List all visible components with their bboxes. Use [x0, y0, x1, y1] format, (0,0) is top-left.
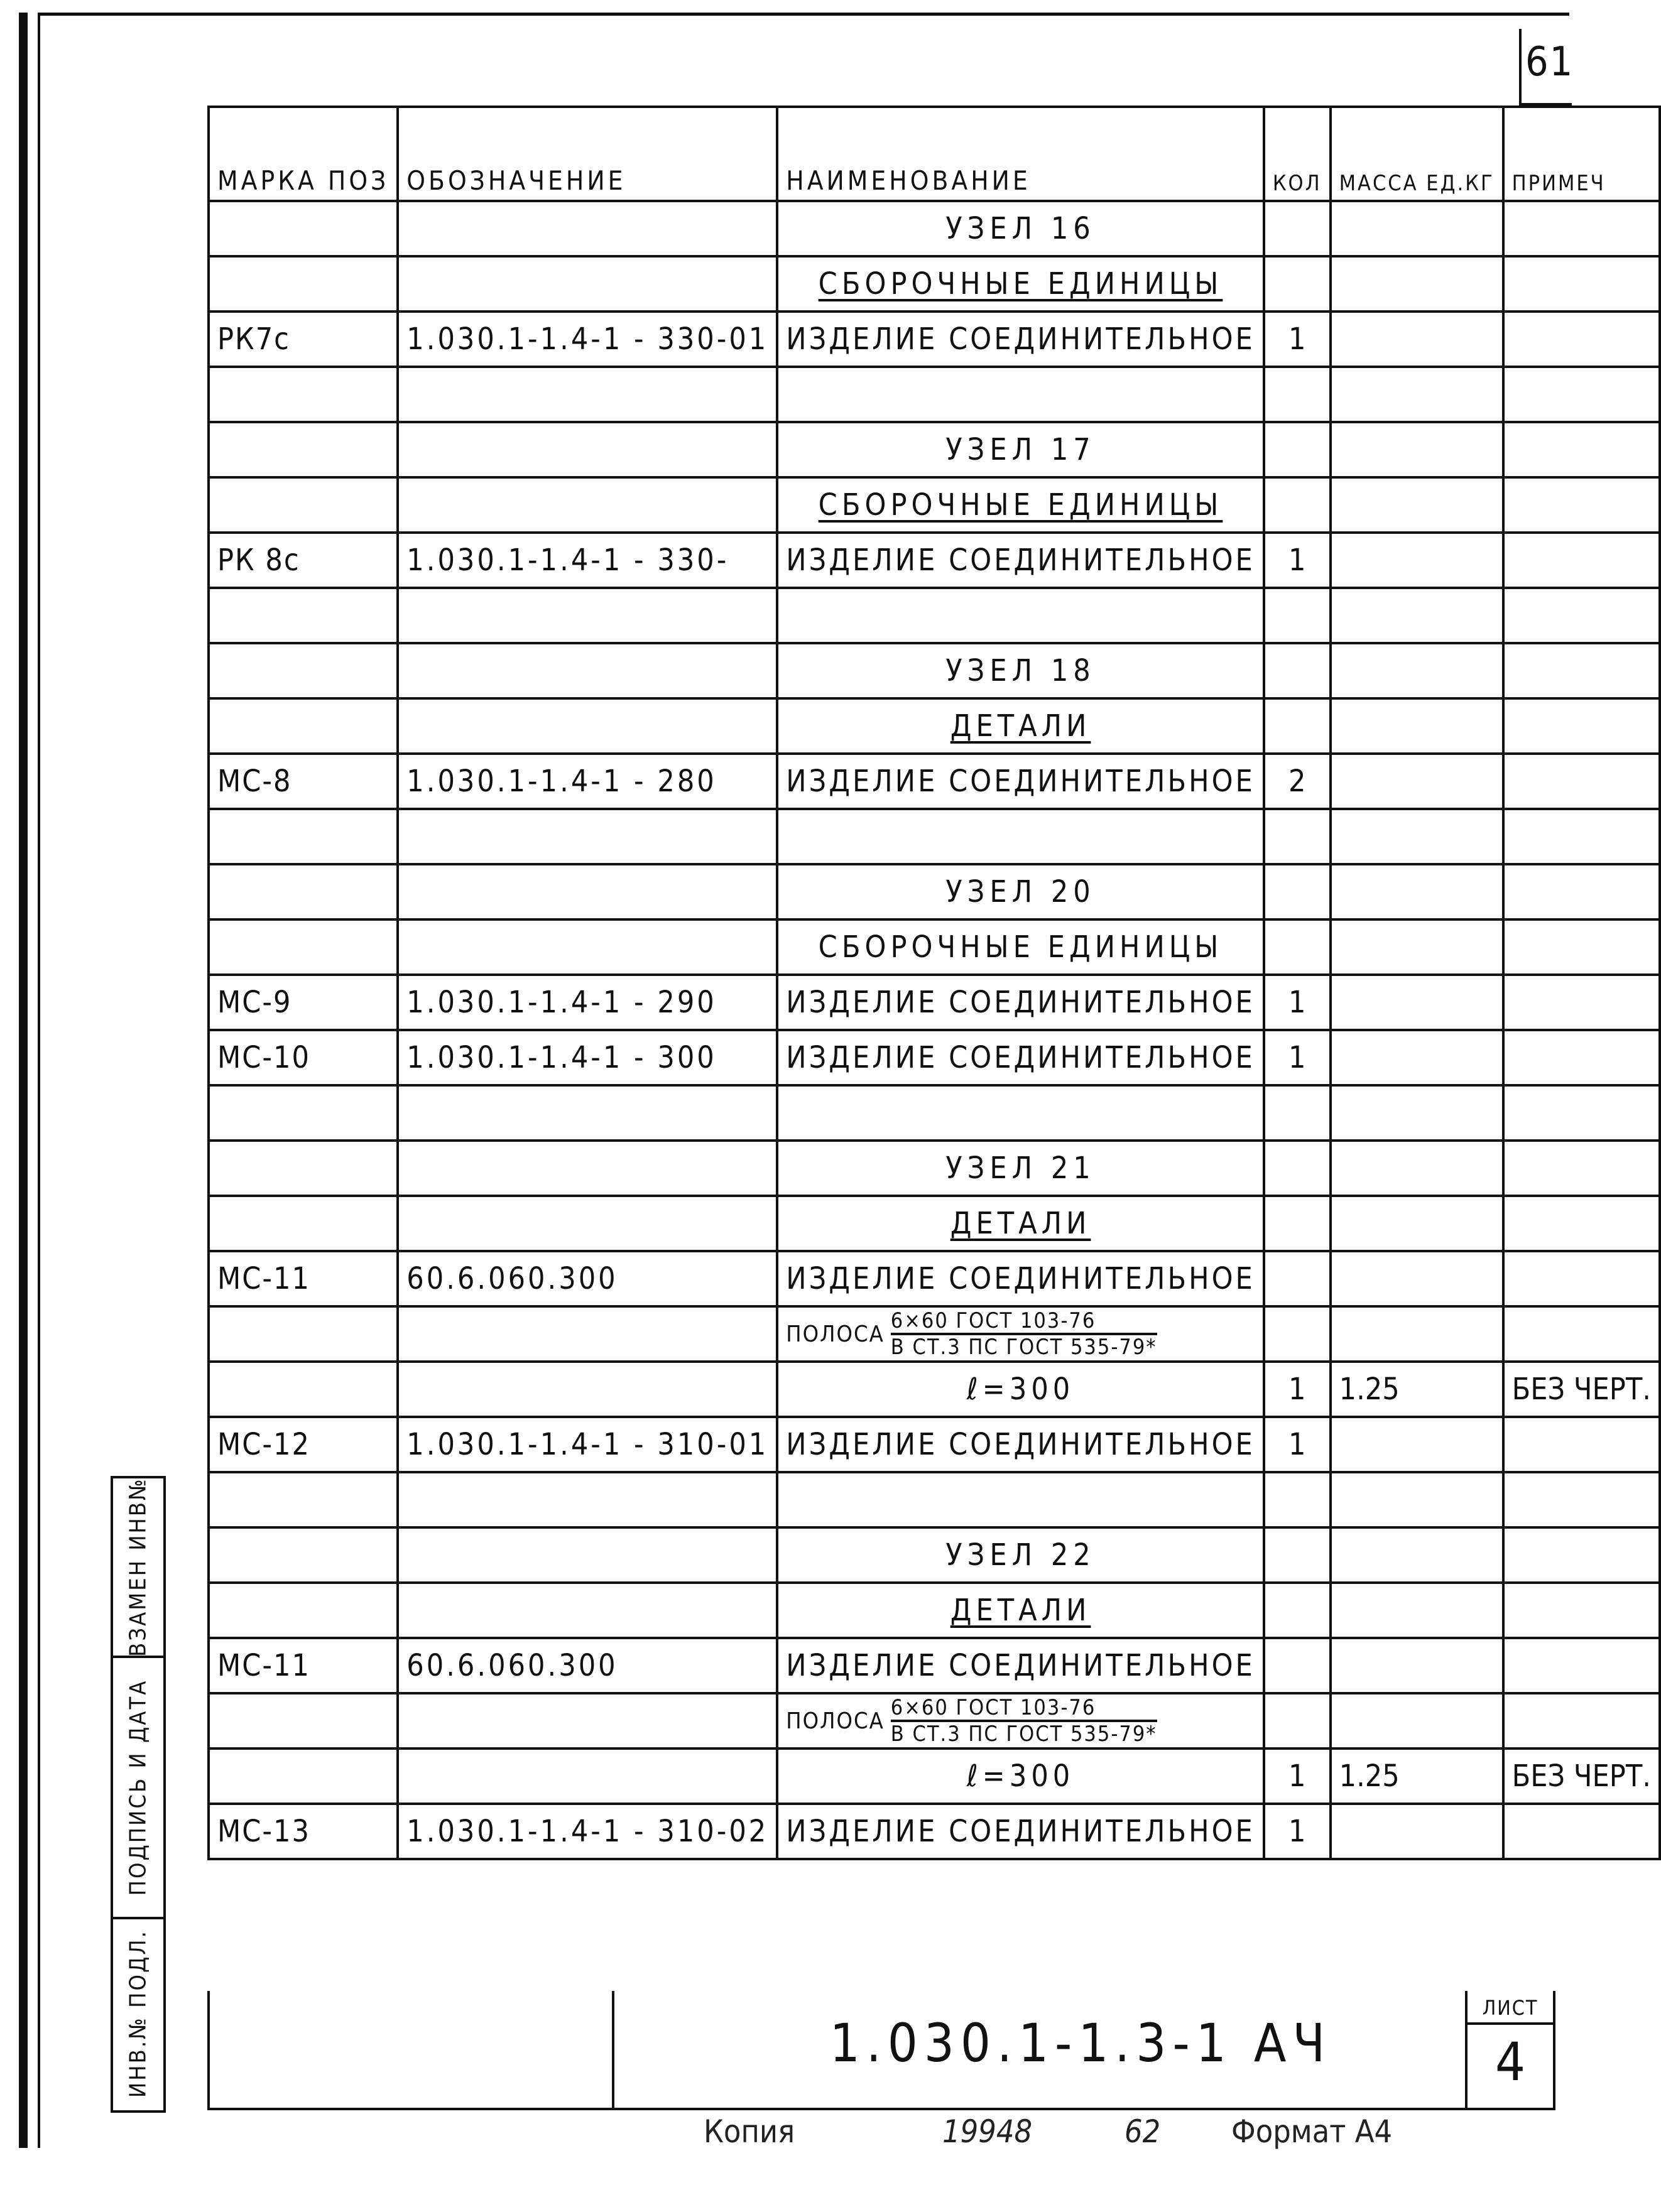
note-cell [1503, 809, 1660, 864]
table-row [209, 533, 1660, 588]
qty-cell: 1 [1264, 1362, 1331, 1417]
qty-cell [1264, 1638, 1331, 1693]
mark-cell [209, 201, 398, 256]
table-row [209, 754, 1660, 809]
material-grade: В СТ.3 ПС ГОСТ 535-79* [890, 1721, 1157, 1747]
name-cell: ИЗДЕЛИЕ СОЕДИНИТЕЛЬНОЕ [777, 1030, 1264, 1085]
page-border-left [19, 13, 28, 2148]
note-cell [1503, 643, 1660, 698]
name-cell [777, 1693, 1264, 1748]
section-subheading-cell [777, 919, 1264, 975]
mass-cell [1331, 754, 1503, 809]
designation-cell [398, 1306, 777, 1362]
mass-cell: 1.25 [1331, 1748, 1503, 1804]
mass-cell [1331, 864, 1503, 919]
name-cell: ИЗДЕЛИЕ СОЕДИНИТЕЛЬНОЕ [777, 312, 1264, 367]
name-cell: ИЗДЕЛИЕ СОЕДИНИТЕЛЬНОЕ [777, 1417, 1264, 1472]
strip-material [786, 1310, 1157, 1358]
table-row [209, 1638, 1660, 1693]
mass-cell [1331, 477, 1503, 533]
mark-cell: МС-8 [209, 754, 398, 809]
strip-prefix: ПОЛОСА [786, 1321, 885, 1347]
mark-cell: МС-11 [209, 1638, 398, 1693]
qty-cell [1264, 1085, 1331, 1141]
designation-cell: 1.030.1-1.4-1 - 310-01 [398, 1417, 777, 1472]
header-name: НАИМЕНОВАНИЕ [777, 107, 1264, 201]
qty-cell [1264, 1583, 1331, 1638]
specification-table [207, 106, 1661, 1860]
designation-cell: 1.030.1-1.4-1 - 310-02 [398, 1804, 777, 1859]
note-cell [1503, 698, 1660, 754]
note-cell [1503, 1251, 1660, 1306]
qty-cell [1264, 477, 1331, 533]
header-note: ПРИМЕЧ [1503, 107, 1660, 201]
section-heading: УЗЕЛ 21 [945, 1151, 1096, 1186]
note-cell [1503, 1638, 1660, 1693]
section-heading-cell [777, 1527, 1264, 1583]
mark-cell [209, 1196, 398, 1251]
stamp-cell-signature-date [113, 1658, 163, 1919]
name-cell: ИЗДЕЛИЕ СОЕДИНИТЕЛЬНОЕ [777, 1804, 1264, 1859]
note-cell [1503, 864, 1660, 919]
designation-cell [398, 919, 777, 975]
qty-cell: 1 [1264, 1748, 1331, 1804]
designation-cell [398, 1748, 777, 1804]
mark-cell [209, 1583, 398, 1638]
qty-cell [1264, 201, 1331, 256]
table-row [209, 256, 1660, 312]
sheet-box [1465, 1991, 1553, 2108]
mass-cell [1331, 1583, 1503, 1638]
qty-cell [1264, 1141, 1331, 1196]
note-cell [1503, 422, 1660, 477]
note-cell [1503, 919, 1660, 975]
table-row [209, 1141, 1660, 1196]
designation-cell [398, 588, 777, 643]
note-cell: БЕЗ ЧЕРТ. [1503, 1748, 1660, 1804]
mass-cell [1331, 643, 1503, 698]
section-subheading-cell [777, 477, 1264, 533]
document-code: 1.030.1-1.3-1 АЧ [829, 2012, 1332, 2074]
note-cell [1503, 256, 1660, 312]
table-row [209, 1472, 1660, 1527]
qty-cell [1264, 1251, 1331, 1306]
name-cell [777, 367, 1264, 422]
mark-cell [209, 1085, 398, 1141]
qty-cell [1264, 1196, 1331, 1251]
mark-cell [209, 588, 398, 643]
mass-cell [1331, 1306, 1503, 1362]
designation-cell [398, 1583, 777, 1638]
sheet-label: ЛИСТ [1468, 1996, 1553, 2025]
designation-cell: 1.030.1-1.4-1 - 300 [398, 1030, 777, 1085]
header-designation: ОБОЗНАЧЕНИЕ [398, 107, 777, 201]
designation-cell [398, 1527, 777, 1583]
mass-cell [1331, 1417, 1503, 1472]
section-heading: УЗЕЛ 20 [945, 874, 1096, 909]
side-stamp [111, 1476, 166, 2113]
mass-cell [1331, 588, 1503, 643]
mass-cell [1331, 1196, 1503, 1251]
designation-cell [398, 1196, 777, 1251]
table-row [209, 1417, 1660, 1472]
mark-cell [209, 643, 398, 698]
name-cell: ИЗДЕЛИЕ СОЕДИНИТЕЛЬНОЕ [777, 754, 1264, 809]
title-block [207, 1991, 1555, 2110]
note-cell [1503, 1196, 1660, 1251]
name-cell: ИЗДЕЛИЕ СОЕДИНИТЕЛЬНОЕ [777, 1251, 1264, 1306]
note-cell [1503, 1306, 1660, 1362]
name-cell: ℓ=300 [777, 1748, 1264, 1804]
note-cell [1503, 1472, 1660, 1527]
material-fraction [891, 1697, 1157, 1745]
table-row [209, 643, 1660, 698]
designation-cell [398, 1141, 777, 1196]
qty-cell [1264, 1472, 1331, 1527]
note-cell [1503, 1030, 1660, 1085]
mass-cell [1331, 422, 1503, 477]
strip-material [786, 1697, 1157, 1745]
stamp-cell-inv-original [113, 1919, 163, 2108]
section-subheading: ДЕТАЛИ [950, 1593, 1091, 1628]
mark-cell [209, 256, 398, 312]
name-cell: ИЗДЕЛИЕ СОЕДИНИТЕЛЬНОЕ [777, 975, 1264, 1030]
section-heading: УЗЕЛ 17 [945, 432, 1096, 467]
mark-cell [209, 367, 398, 422]
table-row [209, 201, 1660, 256]
page-border-left-inner [38, 13, 40, 2148]
designation-cell [398, 422, 777, 477]
mass-cell [1331, 1030, 1503, 1085]
note-cell [1503, 533, 1660, 588]
material-grade: В СТ.3 ПС ГОСТ 535-79* [890, 1335, 1157, 1360]
mark-cell: РК7с [209, 312, 398, 367]
material-size: 6×60 ГОСТ 103-76 [891, 1697, 1157, 1722]
qty-cell: 1 [1264, 1417, 1331, 1472]
name-cell [777, 1306, 1264, 1362]
section-heading-cell [777, 422, 1264, 477]
qty-cell [1264, 588, 1331, 643]
section-heading: УЗЕЛ 22 [945, 1537, 1096, 1573]
footer-format-label: Формат А4 [1231, 2113, 1393, 2150]
mark-cell [209, 919, 398, 975]
name-cell [777, 809, 1264, 864]
note-cell [1503, 1693, 1660, 1748]
mark-cell [209, 477, 398, 533]
note-cell [1503, 588, 1660, 643]
qty-cell: 1 [1264, 1804, 1331, 1859]
mark-cell: МС-12 [209, 1417, 398, 1472]
designation-cell [398, 477, 777, 533]
section-subheading: ДЕТАЛИ [950, 708, 1091, 744]
mark-cell: МС-13 [209, 1804, 398, 1859]
strip-prefix: ПОЛОСА [786, 1708, 885, 1734]
qty-cell: 1 [1264, 533, 1331, 588]
table-header-row [209, 107, 1660, 201]
section-subheading: СБОРОЧНЫЕ ЕДИНИЦЫ [818, 487, 1223, 523]
table-row [209, 1306, 1660, 1362]
mark-cell: МС-9 [209, 975, 398, 1030]
table-row [209, 975, 1660, 1030]
section-subheading: СБОРОЧНЫЕ ЕДИНИЦЫ [818, 930, 1223, 965]
table-row [209, 809, 1660, 864]
mark-cell: МС-10 [209, 1030, 398, 1085]
qty-cell [1264, 1527, 1331, 1583]
mass-cell [1331, 1141, 1503, 1196]
mark-cell [209, 864, 398, 919]
table-row [209, 367, 1660, 422]
mark-cell [209, 809, 398, 864]
designation-cell [398, 1472, 777, 1527]
note-cell [1503, 1085, 1660, 1141]
mass-cell [1331, 256, 1503, 312]
qty-cell [1264, 367, 1331, 422]
section-heading-cell [777, 864, 1264, 919]
name-cell: ИЗДЕЛИЕ СОЕДИНИТЕЛЬНОЕ [777, 533, 1264, 588]
table-row [209, 1583, 1660, 1638]
mass-cell [1331, 975, 1503, 1030]
mass-cell: 1.25 [1331, 1362, 1503, 1417]
qty-cell [1264, 698, 1331, 754]
note-cell [1503, 1804, 1660, 1859]
mass-cell [1331, 1638, 1503, 1693]
table-row [209, 919, 1660, 975]
mass-cell [1331, 1527, 1503, 1583]
mark-cell [209, 1527, 398, 1583]
stamp-replaced-inv: ВЗАМЕН ИНВ№ [125, 1477, 151, 1657]
table-row [209, 477, 1660, 533]
designation-cell [398, 256, 777, 312]
qty-cell: 1 [1264, 312, 1331, 367]
section-heading-cell [777, 201, 1264, 256]
mark-cell [209, 1306, 398, 1362]
mass-cell [1331, 533, 1503, 588]
section-subheading-cell [777, 698, 1264, 754]
qty-cell [1264, 256, 1331, 312]
table-row [209, 1804, 1660, 1859]
table-row [209, 864, 1660, 919]
material-fraction [891, 1310, 1157, 1358]
mass-cell [1331, 809, 1503, 864]
mark-cell: РК 8с [209, 533, 398, 588]
table-row [209, 1196, 1660, 1251]
note-cell [1503, 1527, 1660, 1583]
mass-cell [1331, 312, 1503, 367]
table-row [209, 1251, 1660, 1306]
sheet-number: 4 [1495, 2031, 1526, 2093]
qty-cell [1264, 422, 1331, 477]
header-mass: МАССА ЕД.КГ [1331, 107, 1503, 201]
footer-order-number: 19948 [942, 2113, 1033, 2150]
material-size: 6×60 ГОСТ 103-76 [891, 1310, 1157, 1335]
name-cell [777, 1472, 1264, 1527]
qty-cell: 2 [1264, 754, 1331, 809]
name-cell [777, 1085, 1264, 1141]
mark-cell [209, 1748, 398, 1804]
table-row [209, 1693, 1660, 1748]
stamp-signature-date: ПОДПИСЬ И ДАТА [125, 1679, 151, 1896]
mass-cell [1331, 1693, 1503, 1748]
page-number: 61 [1525, 39, 1574, 85]
header-mark: МАРКА ПОЗ [209, 107, 398, 201]
footer-page: 62 [1125, 2113, 1161, 2150]
qty-cell [1264, 864, 1331, 919]
qty-cell [1264, 809, 1331, 864]
stamp-inv-original: ИНВ.№ ПОДЛ. [125, 1929, 151, 2098]
table-row [209, 1085, 1660, 1141]
table-row [209, 1748, 1660, 1804]
stamp-cell-replaced-inv [113, 1478, 163, 1658]
designation-cell: 1.030.1-1.4-1 - 330-01 [398, 312, 777, 367]
header-qty: КОЛ [1264, 107, 1331, 201]
section-subheading: ДЕТАЛИ [950, 1206, 1091, 1241]
footer-copy-label: Копия [704, 2113, 795, 2150]
qty-cell: 1 [1264, 1030, 1331, 1085]
section-subheading-cell [777, 1583, 1264, 1638]
note-cell [1503, 754, 1660, 809]
designation-cell [398, 864, 777, 919]
section-heading: УЗЕЛ 16 [945, 211, 1096, 246]
designation-cell [398, 367, 777, 422]
note-cell [1503, 1583, 1660, 1638]
designation-cell [398, 698, 777, 754]
designation-cell: 60.6.060.300 [398, 1638, 777, 1693]
designation-cell: 1.030.1-1.4-1 - 290 [398, 975, 777, 1030]
section-subheading-cell [777, 1196, 1264, 1251]
name-cell: ИЗДЕЛИЕ СОЕДИНИТЕЛЬНОЕ [777, 1638, 1264, 1693]
designation-cell [398, 1693, 777, 1748]
mass-cell [1331, 1085, 1503, 1141]
table-row [209, 1030, 1660, 1085]
mark-cell [209, 698, 398, 754]
note-cell [1503, 1141, 1660, 1196]
qty-cell [1264, 1693, 1331, 1748]
mass-cell [1331, 919, 1503, 975]
section-heading: УЗЕЛ 18 [945, 653, 1096, 688]
designation-cell: 60.6.060.300 [398, 1251, 777, 1306]
note-cell [1503, 1417, 1660, 1472]
designation-cell [398, 201, 777, 256]
mark-cell [209, 422, 398, 477]
table-row [209, 588, 1660, 643]
table-row [209, 422, 1660, 477]
mark-cell [209, 1693, 398, 1748]
mark-cell [209, 1472, 398, 1527]
note-cell [1503, 975, 1660, 1030]
mark-cell [209, 1362, 398, 1417]
mass-cell [1331, 1804, 1503, 1859]
mass-cell [1331, 201, 1503, 256]
designation-cell: 1.030.1-1.4-1 - 330- [398, 533, 777, 588]
mark-cell: МС-11 [209, 1251, 398, 1306]
qty-cell [1264, 919, 1331, 975]
designation-cell [398, 809, 777, 864]
section-subheading: СБОРОЧНЫЕ ЕДИНИЦЫ [818, 266, 1223, 301]
title-block-divider [612, 1991, 614, 2108]
note-cell [1503, 477, 1660, 533]
mass-cell [1331, 1251, 1503, 1306]
section-heading-cell [777, 1141, 1264, 1196]
note-cell: БЕЗ ЧЕРТ. [1503, 1362, 1660, 1417]
section-heading-cell [777, 643, 1264, 698]
designation-cell [398, 1085, 777, 1141]
mass-cell [1331, 1472, 1503, 1527]
mass-cell [1331, 367, 1503, 422]
designation-cell [398, 643, 777, 698]
name-cell [777, 588, 1264, 643]
note-cell [1503, 367, 1660, 422]
table-row [209, 1527, 1660, 1583]
section-subheading-cell [777, 256, 1264, 312]
mark-cell [209, 1141, 398, 1196]
qty-cell [1264, 643, 1331, 698]
qty-cell [1264, 1306, 1331, 1362]
table-row [209, 312, 1660, 367]
note-cell [1503, 201, 1660, 256]
designation-cell [398, 1362, 777, 1417]
specification-body [209, 201, 1660, 1859]
note-cell [1503, 312, 1660, 367]
mass-cell [1331, 698, 1503, 754]
page-border-top [38, 13, 1569, 16]
table-row [209, 698, 1660, 754]
designation-cell: 1.030.1-1.4-1 - 280 [398, 754, 777, 809]
name-cell: ℓ=300 [777, 1362, 1264, 1417]
qty-cell: 1 [1264, 975, 1331, 1030]
table-row [209, 1362, 1660, 1417]
